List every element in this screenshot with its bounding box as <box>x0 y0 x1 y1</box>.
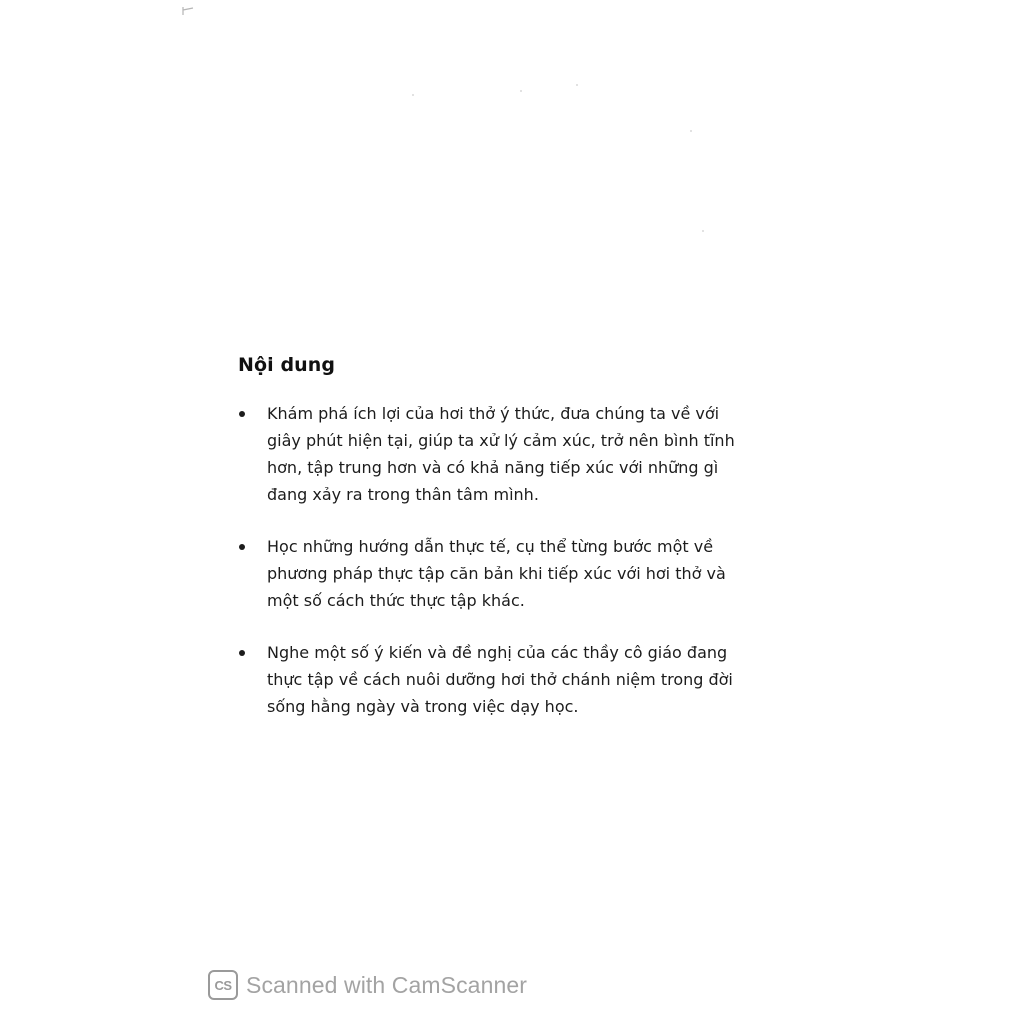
section-heading: Nội dung <box>238 354 336 376</box>
bullet-dot-icon <box>239 650 245 656</box>
bullet-dot-icon <box>239 411 245 417</box>
bullet-dot-icon <box>239 544 245 550</box>
corner-mark-icon <box>182 6 194 16</box>
bullet-list <box>238 400 768 720</box>
content-section <box>238 354 768 745</box>
scan-speck <box>702 230 704 232</box>
bullet-item <box>238 400 757 508</box>
camscanner-watermark <box>208 970 527 1000</box>
bullet-text: Nghe một số ý kiến và đề nghị của các thầy cô giáo đang thực tập về cách nuôi dưỡng hơi thở chánh niệm trong đời sống hằng ngày và trong việc dạy học. <box>267 643 733 716</box>
scan-speck <box>690 130 692 132</box>
bullet-item <box>238 639 757 720</box>
camscanner-logo-icon: CS <box>208 970 238 1000</box>
bullet-text: Học những hướng dẫn thực tế, cụ thể từng bước một về phương pháp thực tập căn bản khi tiếp xúc với hơi thở và một số cách thức thực tập khác. <box>267 537 726 610</box>
watermark-text: Scanned with CamScanner <box>246 971 528 998</box>
scan-speck <box>576 84 578 86</box>
scan-speck <box>412 94 414 96</box>
bullet-text: Khám phá ích lợi của hơi thở ý thức, đưa chúng ta về với giây phút hiện tại, giúp ta xử lý cảm xúc, trở nên bình tĩnh hơn, tập trung hơn và có khả năng tiếp xúc với những gì đang xảy ra trong thân tâm mình. <box>267 404 735 504</box>
bullet-item <box>238 533 757 614</box>
scan-speck <box>520 90 522 92</box>
